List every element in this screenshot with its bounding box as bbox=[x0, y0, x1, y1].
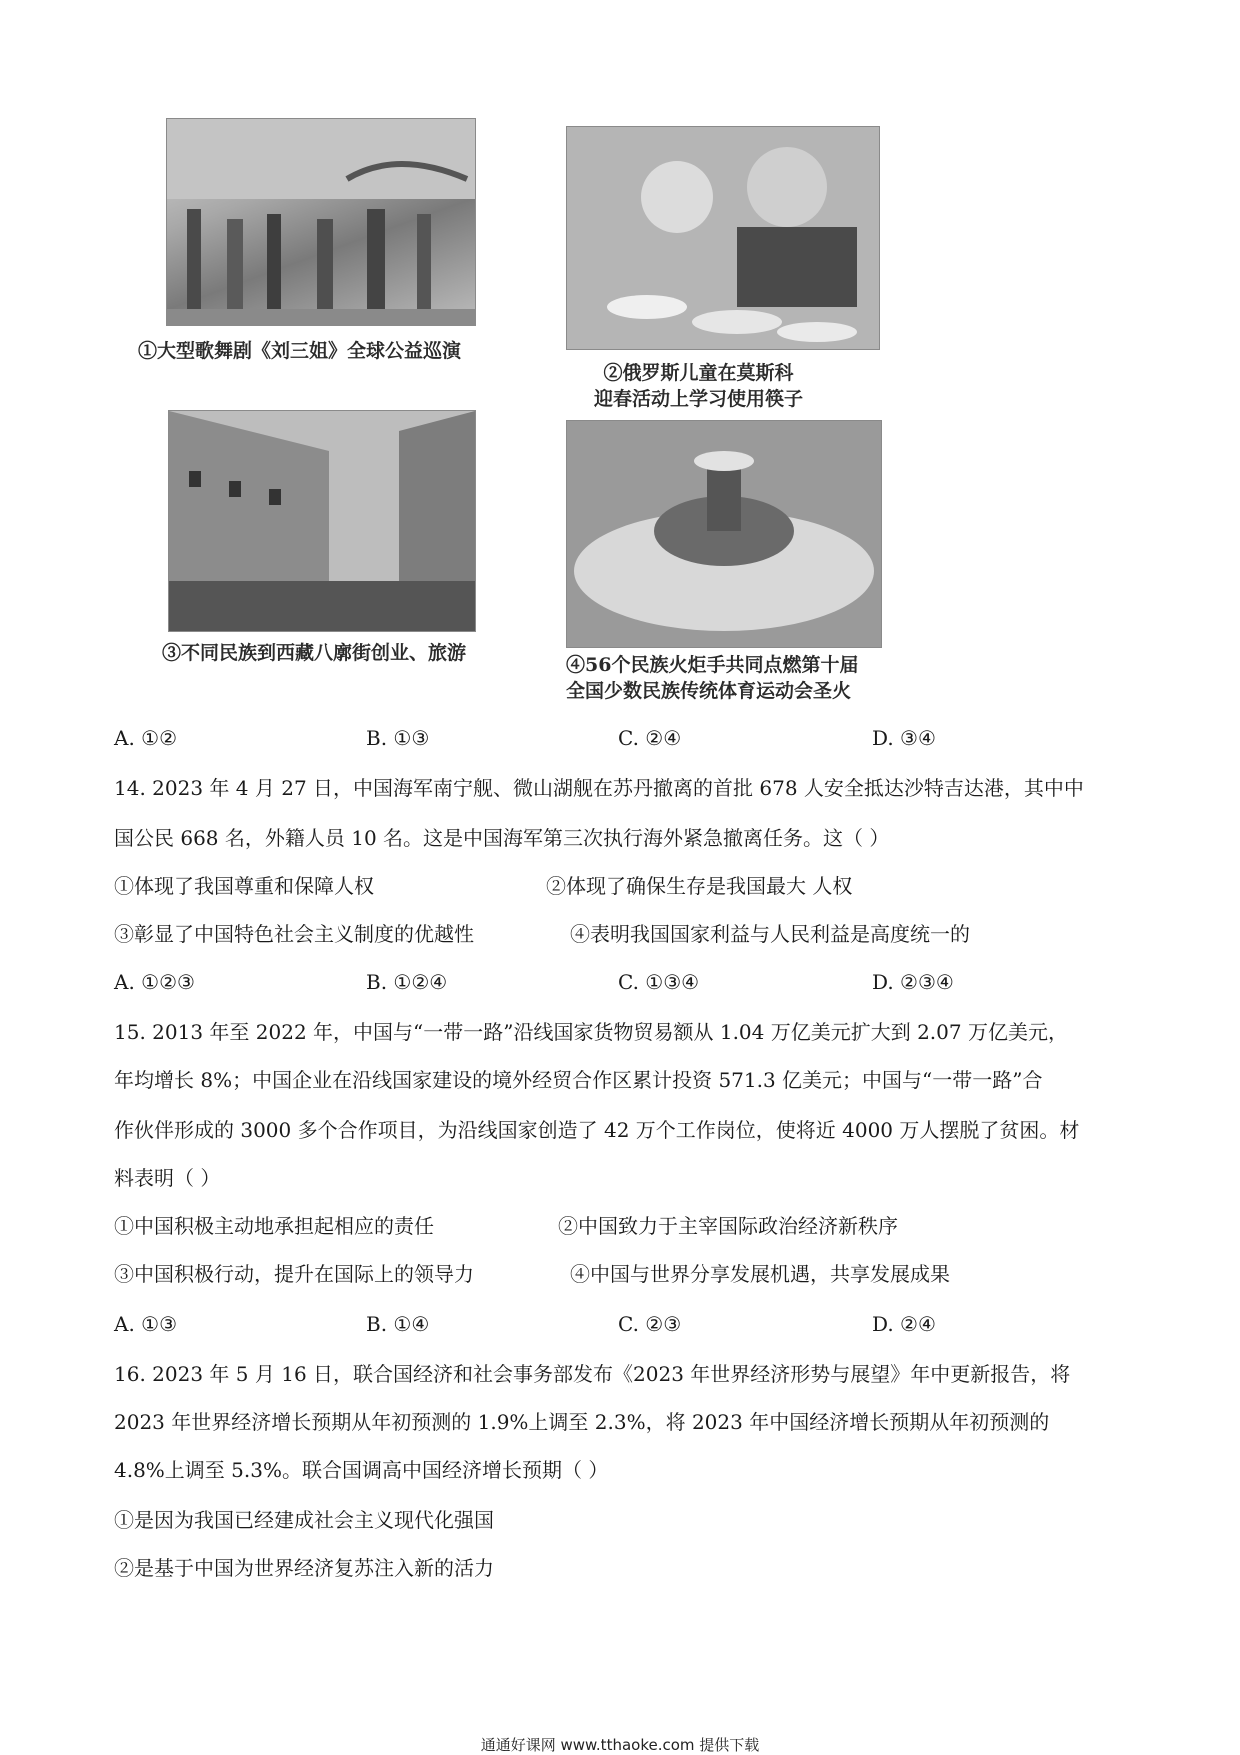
q14-statement-1: ①体现了我国尊重和保障人权 bbox=[114, 874, 374, 898]
caption-line: ②俄罗斯儿童在莫斯科 bbox=[603, 362, 794, 384]
q16-stem-line: 16. 2023 年 5 月 16 日，联合国经济和社会事务部发布《2023 年世界经济形势与展望》年中更新报告，将 bbox=[114, 1362, 1071, 1386]
photo-barkhor-street bbox=[168, 410, 476, 632]
q15-option-b[interactable]: B. ①④ bbox=[366, 1312, 430, 1336]
figure-caption bbox=[566, 652, 858, 704]
photo-liu-sanjie-performance bbox=[166, 118, 476, 326]
photo-torch-lighting-ceremony bbox=[566, 420, 882, 648]
q16-stem-line: 2023 年世界经济增长预期从年初预测的 1.9%上调至 2.3%，将 2023 年中国经济增长预期从年初预测的 bbox=[114, 1410, 1050, 1434]
figure-caption bbox=[162, 640, 466, 666]
q15-statement-1: ①中国积极主动地承担起相应的责任 bbox=[114, 1214, 434, 1238]
q14-statement-2: ②体现了确保生存是我国最大 人权 bbox=[546, 874, 853, 898]
q15-stem-line: 年均增长 8%；中国企业在沿线国家建设的境外经贸合作区累计投资 571.3 亿美元；中国与“一带一路”合 bbox=[114, 1068, 1043, 1092]
q14-option-b[interactable]: B. ①②④ bbox=[366, 970, 448, 994]
q15-option-c[interactable]: C. ②③ bbox=[618, 1312, 682, 1336]
caption-line: ③不同民族到西藏八廓街创业、旅游 bbox=[162, 642, 467, 664]
q15-statement-3: ③中国积极行动，提升在国际上的领导力 bbox=[114, 1262, 474, 1286]
q15-stem-line: 料表明（ ） bbox=[114, 1166, 221, 1190]
photo-children-chopsticks bbox=[566, 126, 880, 350]
q13-option-b[interactable]: B. ①③ bbox=[366, 726, 430, 750]
q14-option-a[interactable]: A. ①②③ bbox=[114, 970, 195, 994]
figure-caption bbox=[594, 360, 803, 412]
q15-stem-line: 作伙伴形成的 3000 多个合作项目，为沿线国家创造了 42 万个工作岗位，使将近 4000 万人摆脱了贫困。材 bbox=[114, 1118, 1080, 1142]
q14-option-c[interactable]: C. ①③④ bbox=[618, 970, 700, 994]
q15-option-a[interactable]: A. ①③ bbox=[114, 1312, 178, 1336]
figure-caption bbox=[138, 338, 461, 364]
q13-option-a[interactable]: A. ①② bbox=[114, 726, 178, 750]
q14-statement-4: ④表明我国国家利益与人民利益是高度统一的 bbox=[570, 922, 970, 946]
caption-line: ④56个民族火炬手共同点燃第十届 bbox=[566, 654, 859, 676]
q14-statement-3: ③彰显了中国特色社会主义制度的优越性 bbox=[114, 922, 474, 946]
q16-statement-1: ①是因为我国已经建成社会主义现代化强国 bbox=[114, 1508, 494, 1532]
caption-line: ①大型歌舞剧《刘三姐》全球公益巡演 bbox=[138, 340, 462, 362]
caption-line: 全国少数民族传统体育运动会圣火 bbox=[566, 680, 852, 702]
q14-option-d[interactable]: D. ②③④ bbox=[872, 970, 954, 994]
q16-stem-line: 4.8%上调至 5.3%。联合国调高中国经济增长预期（ ） bbox=[114, 1458, 609, 1482]
q15-option-d[interactable]: D. ②④ bbox=[872, 1312, 936, 1336]
page-footer: 通通好课网 www.tthaoke.com 提供下载 bbox=[480, 1736, 760, 1754]
q15-statement-4: ④中国与世界分享发展机遇，共享发展成果 bbox=[570, 1262, 950, 1286]
q14-stem-line: 14. 2023 年 4 月 27 日，中国海军南宁舰、微山湖舰在苏丹撤离的首批 678 人安全抵达沙特吉达港，其中中 bbox=[114, 776, 1084, 800]
q15-stem-line: 15. 2013 年至 2022 年，中国与“一带一路”沿线国家货物贸易额从 1.04 万亿美元扩大到 2.07 万亿美元， bbox=[114, 1020, 1068, 1044]
q13-option-c[interactable]: C. ②④ bbox=[618, 726, 682, 750]
q15-statement-2: ②中国致力于主宰国际政治经济新秩序 bbox=[558, 1214, 898, 1238]
q16-statement-2: ②是基于中国为世界经济复苏注入新的活力 bbox=[114, 1556, 494, 1580]
q13-option-d[interactable]: D. ③④ bbox=[872, 726, 936, 750]
caption-line: 迎春活动上学习使用筷子 bbox=[594, 388, 804, 410]
q14-stem-line: 国公民 668 名，外籍人员 10 名。这是中国海军第三次执行海外紧急撤离任务。这（ ） bbox=[114, 826, 890, 850]
